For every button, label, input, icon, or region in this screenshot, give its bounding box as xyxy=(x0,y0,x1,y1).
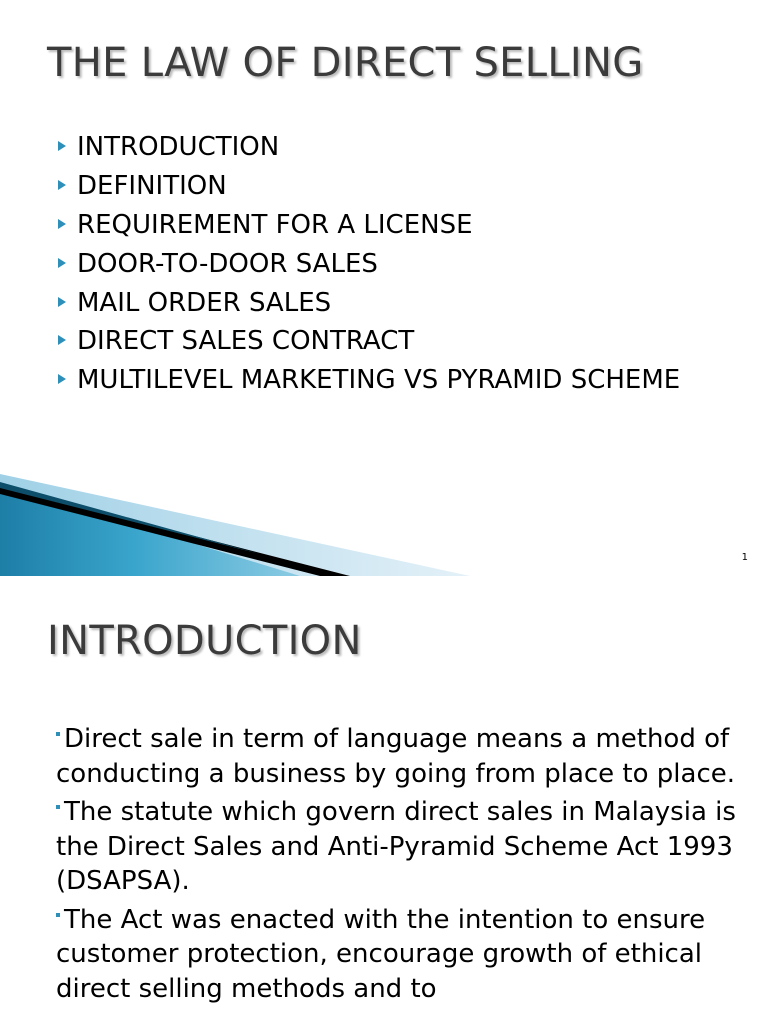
list-item-label: DEFINITION xyxy=(77,170,227,201)
square-bullet-icon xyxy=(56,913,60,917)
topic-list xyxy=(57,128,680,400)
square-bullet-icon xyxy=(56,805,60,809)
list-item xyxy=(57,322,680,361)
list-item-label: INTRODUCTION xyxy=(77,132,280,162)
list-item xyxy=(56,722,746,791)
paragraph-text: The Act was enacted with the intention to ensure customer protection, encourage growth of ethical direct selling methods and to xyxy=(56,904,706,1004)
list-item xyxy=(57,167,680,206)
list-item-label: REQUIREMENT FOR A LICENSE xyxy=(77,209,473,240)
list-item-label: DOOR-TO-DOOR SALES xyxy=(77,248,378,279)
decorative-wave-graphic xyxy=(0,474,470,576)
paragraph-text: The statute which govern direct sales in Malaysia is the Direct Sales and Anti-Pyramid Scheme Act 1993 (DSAPSA). xyxy=(56,797,736,896)
list-item xyxy=(57,284,680,323)
slide-title: THE LAW OF DIRECT SELLING xyxy=(47,40,644,86)
slide-number: 1 xyxy=(741,552,748,563)
list-item-label: MULTILEVEL MARKETING VS PYRAMID SCHEME xyxy=(77,365,681,396)
triangle-bullet-icon xyxy=(58,335,66,345)
triangle-bullet-icon xyxy=(58,297,66,307)
paragraph-list xyxy=(56,722,746,1010)
list-item-label: MAIL ORDER SALES xyxy=(77,287,332,318)
triangle-bullet-icon xyxy=(58,258,66,268)
slide-2 xyxy=(0,576,768,1024)
paragraph-text: Direct sale in term of language means a method of conducting a business by going from place to place. xyxy=(56,724,736,789)
list-item xyxy=(57,206,680,245)
list-item xyxy=(57,361,680,400)
triangle-bullet-icon xyxy=(58,141,66,151)
list-item-label: DIRECT SALES CONTRACT xyxy=(77,326,415,357)
square-bullet-icon xyxy=(56,732,60,736)
triangle-bullet-icon xyxy=(58,219,66,229)
list-item xyxy=(57,128,680,167)
list-item xyxy=(56,795,746,899)
list-item xyxy=(56,903,746,1007)
triangle-bullet-icon xyxy=(58,374,66,384)
triangle-bullet-icon xyxy=(58,180,66,190)
list-item xyxy=(57,245,680,284)
slide-title: INTRODUCTION xyxy=(47,618,362,664)
